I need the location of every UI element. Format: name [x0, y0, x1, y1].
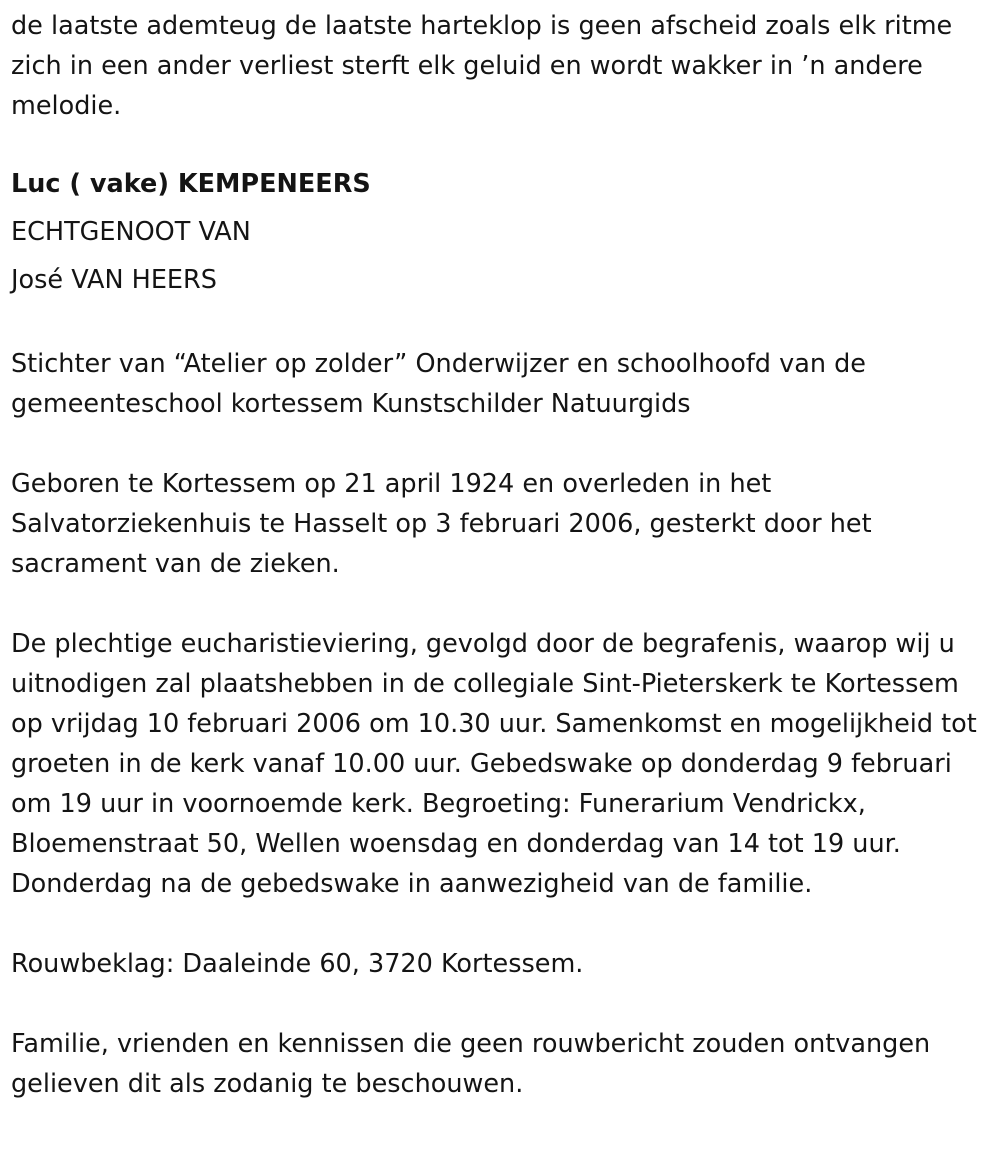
deceased-name: Luc ( vake) KEMPENEERS	[11, 169, 371, 199]
spacer	[11, 126, 986, 160]
obituary-document	[11, 6, 986, 1104]
closing-note: Familie, vrienden en kennissen die geen rouwbericht zouden ontvangen gelieven dit als zodanig te beschouwen.	[11, 1029, 931, 1099]
spacer	[11, 424, 986, 464]
biography-paragraph: Stichter van “Atelier op zolder” Onderwijzer en schoolhoofd van de gemeenteschool kortessem Kunstschilder Natuurgids	[11, 349, 866, 419]
poem-paragraph: de laatste ademteug de laatste harteklop is geen afscheid zoals elk ritme zich in een ander verliest sterft elk geluid en wordt wakker in ’n andere melodie.	[11, 11, 953, 121]
birth-death-paragraph: Geboren te Kortessem op 21 april 1924 en overleden in het Salvatorziekenhuis te Hasselt op 3 februari 2006, gesterkt door het sacrament van de zieken.	[11, 469, 872, 579]
spacer	[11, 304, 986, 344]
spouse-name: José VAN HEERS	[11, 265, 217, 295]
spacer	[11, 904, 986, 944]
spacer	[11, 584, 986, 624]
relation-label: ECHTGENOOT VAN	[11, 217, 251, 247]
ceremony-paragraph: De plechtige eucharistieviering, gevolgd door de begrafenis, waarop wij u uitnodigen zal plaatshebben in de collegiale Sint-Pieterskerk te Kortessem op vrijdag 10 februari 2006 om 10.30 uur. Samenkomst en mogelijkheid tot groeten in de kerk vanaf 10.00 uur. Gebedswake op donderdag 9 februari om 19 uur in voornoemde kerk. Begroeting: Funerarium Vendrickx, Bloemenstraat 50, Wellen woensdag en donderdag van 14 tot 19 uur. Donderdag na de gebedswake in aanwezigheid van de familie.	[11, 629, 977, 899]
spacer	[11, 984, 986, 1024]
condolence-address: Rouwbeklag: Daaleinde 60, 3720 Kortessem.	[11, 949, 584, 979]
